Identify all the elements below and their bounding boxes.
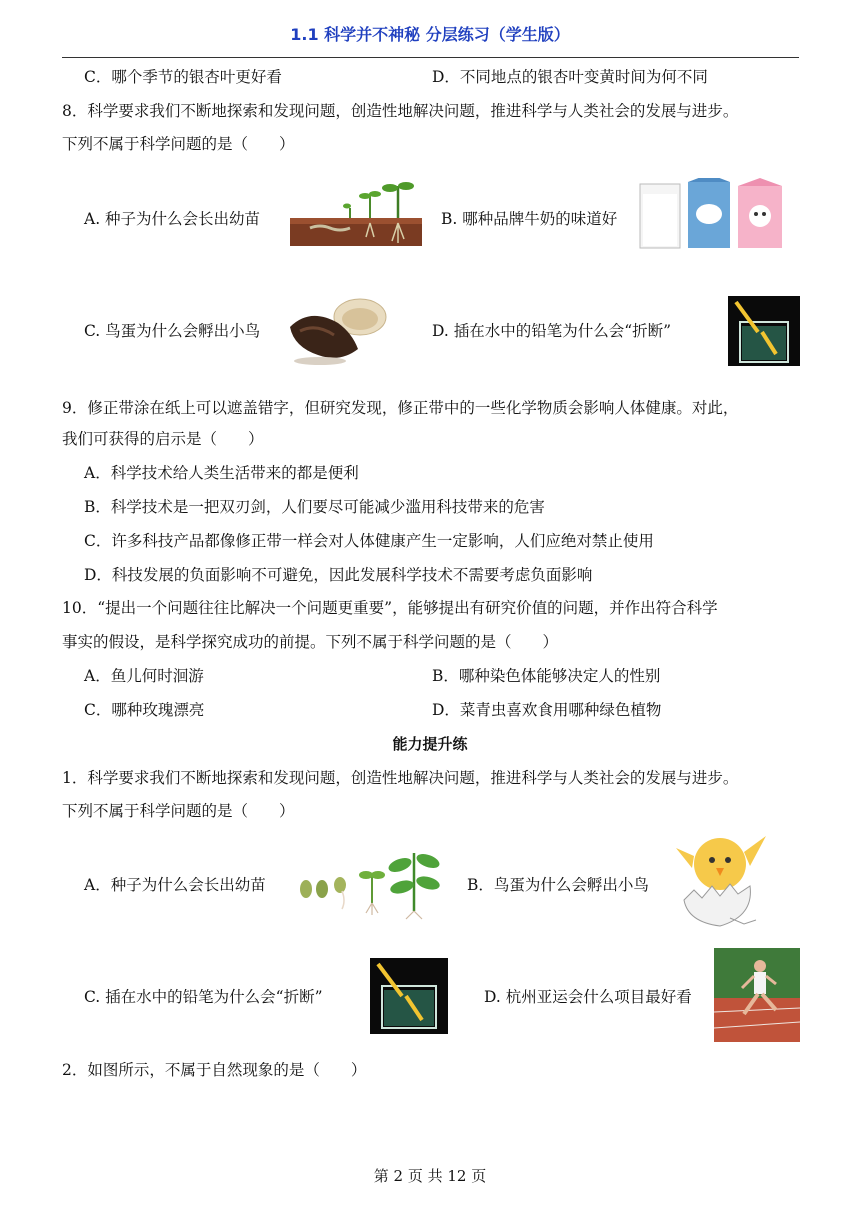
p1-option-b: B．鸟蛋为什么会孵出小鸟 [467,876,649,894]
q8-stem-line2: 下列不属于科学问题的是（ ） [62,135,295,153]
q10-option-c: C．哪种玫瑰漂亮 [84,701,205,719]
q8-option-d: D. 插在水中的铅笔为什么会“折断” [432,322,672,340]
q10-option-b: B．哪种染色体能够决定人的性别 [432,667,661,685]
page-header-title: 1.1 科学并不神秘 分层练习（学生版） [290,25,570,44]
header-divider [62,57,799,58]
p1-stem-line2: 下列不属于科学问题的是（ ） [62,802,295,820]
q10-option-a: A．鱼儿何时洄游 [84,667,204,685]
q10-option-d: D．菜青虫喜欢食用哪种绿色植物 [432,701,662,719]
q9-option-c: C．许多科技产品都像修正带一样会对人体健康产生一定影响，人们应绝对禁止使用 [84,532,654,550]
milk-cartons-image [638,178,786,252]
q10-stem-line2: 事实的假设，是科学探究成功的前提。下列不属于科学问题的是（ ） [62,633,559,651]
seedling-soil-image [290,178,422,256]
q9-option-b: B．科学技术是一把双刃剑，人们要尽可能减少滥用科技带来的危害 [84,498,545,516]
q9-stem-line1: 9．修正带涂在纸上可以遮盖错字，但研究发现，修正带中的一些化学物质会影响人体健康。对此， [62,399,739,417]
q10-stem-line1: 10．“提出一个问题往往比解决一个问题更重要”，能够提出有研究价值的问题，并作出符合科学 [62,599,718,617]
q9-option-a: A．科学技术给人类生活带来的都是便利 [84,464,359,482]
p1-option-d: D. 杭州亚运会什么项目最好看 [484,988,692,1006]
pencil-in-water-image-2 [370,958,448,1034]
p1-stem-line1: 1．科学要求我们不断地探索和发现问题，创造性地解决问题，推进科学与人类社会的发展与进步。 [62,769,739,787]
page-footer: 第 2 页 共 12 页 [373,1167,487,1185]
p1-option-a: A．种子为什么会长出幼苗 [84,876,266,894]
q8-option-c: C. 鸟蛋为什么会孵出小鸟 [84,322,261,340]
q7-option-c: C．哪个季节的银杏叶更好看 [84,68,282,86]
q8-option-a: A. 种子为什么会长出幼苗 [84,210,261,228]
hatching-bird-image [282,295,388,367]
seed-growth-stages-image [296,845,446,921]
q8-option-b: B. 哪种品牌牛奶的味道好 [441,210,618,228]
q9-stem-line2: 我们可获得的启示是（ ） [62,430,264,448]
section-heading: 能力提升练 [392,735,468,753]
runner-track-image [714,948,800,1042]
pencil-in-water-image [728,296,800,366]
q8-stem-line1: 8．科学要求我们不断地探索和发现问题，创造性地解决问题，推进科学与人类社会的发展与进步。 [62,102,739,120]
q9-option-d: D．科技发展的负面影响不可避免，因此发展科学技术不需要考虑负面影响 [84,566,593,584]
cartoon-chick-hatching-image [670,826,770,940]
p1-option-c: C. 插在水中的铅笔为什么会“折断” [84,988,323,1006]
q7-option-d: D．不同地点的银杏叶变黄时间为何不同 [432,68,708,86]
p2-stem: 2．如图所示，不属于自然现象的是（ ） [62,1061,367,1079]
